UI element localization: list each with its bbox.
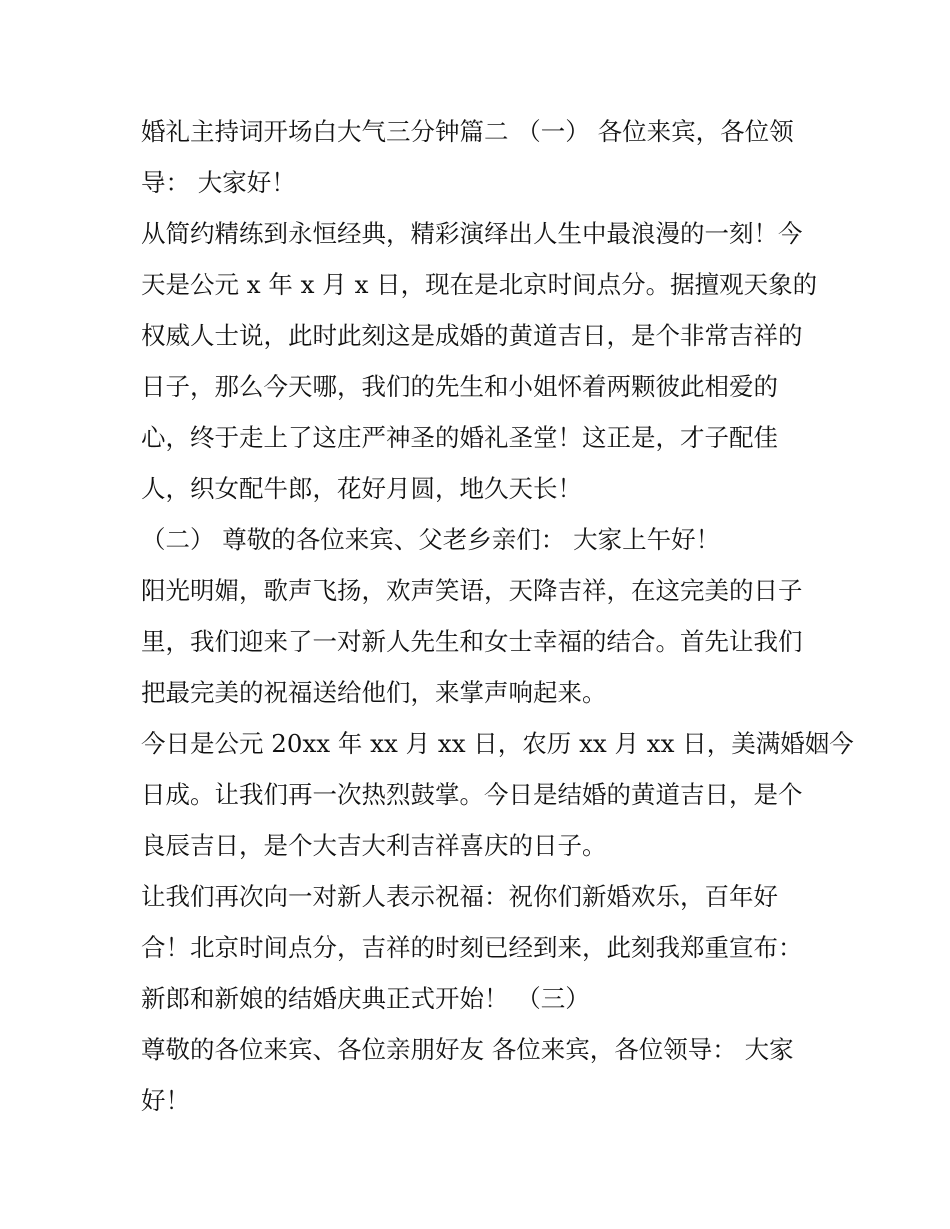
text-line: 新郎和新娘的结婚庆典正式开始！ （三） [141,984,590,1013]
text-line: 把最完美的祝福送给他们，来掌声响起来。 [141,678,607,707]
text-line: 尊敬的各位来宾、各位亲朋好友 各位来宾，各位领导： 大家 [141,1035,794,1064]
text-line: 日成。让我们再一次热烈鼓掌。今日是结婚的黄道吉日，是个 [141,780,803,809]
text-line: 好！ [141,1086,190,1115]
text-line: 让我们再次向一对新人表示祝福：祝你们新婚欢乐，百年好 [141,882,778,911]
paragraph-7 [141,1024,813,1126]
text-line: 合！北京时间点分，吉祥的时刻已经到来，此刻我郑重宣布： [141,933,803,962]
paragraph-3 [141,514,813,565]
text-line: 今日是公元 20xx 年 xx 月 xx 日，农历 xx 月 xx 日，美满婚姻今 [141,729,854,758]
text-line: 从简约精练到永恒经典，精彩演绎出人生中最浪漫的一刻！今 [141,219,803,248]
text-line: 导： 大家好！ [141,168,296,197]
text-line: 权威人士说，此时此刻这是成婚的黄道吉日，是个非常吉祥的 [141,321,803,350]
text-line: 里，我们迎来了一对新人先生和女士幸福的结合。首先让我们 [141,627,803,656]
document-body [141,106,854,1126]
text-line: 人，织女配牛郎，花好月圆，地久天长！ [141,474,582,503]
text-line: 天是公元 x 年 x 月 x 日，现在是北京时间点分。据擅观天象的 [141,270,818,299]
paragraph-5 [141,718,854,871]
text-line: 日子，那么今天哪，我们的先生和小姐怀着两颗彼此相爱的 [141,372,778,401]
text-line: （二） 尊敬的各位来宾、父老乡亲们： 大家上午好！ [141,525,721,554]
paragraph-2 [141,208,818,514]
text-line: 婚礼主持词开场白大气三分钟篇二 （一） 各位来宾，各位领 [141,117,794,146]
paragraph-4 [141,565,813,718]
text-line: 心，终于走上了这庄严神圣的婚礼圣堂！这正是，才子配佳 [141,423,778,452]
paragraph-1 [141,106,813,208]
paragraph-6 [141,871,813,1024]
text-line: 良辰吉日，是个大吉大利吉祥喜庆的日子。 [141,831,607,860]
text-line: 阳光明媚，歌声飞扬，欢声笑语，天降吉祥，在这完美的日子 [141,576,803,605]
